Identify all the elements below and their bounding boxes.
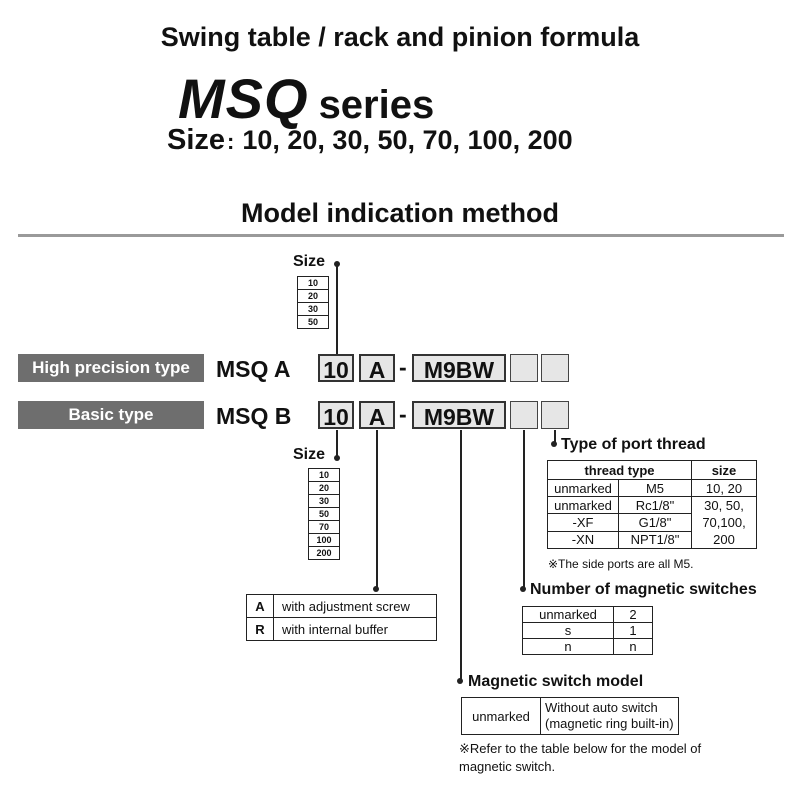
port-thread-table bbox=[547, 460, 757, 549]
basic-size-cell: 20 bbox=[309, 482, 340, 495]
size-top-connector bbox=[336, 264, 338, 356]
switch-model-desc-line2: (magnetic ring built-in) bbox=[545, 716, 674, 731]
thread-mark: -XF bbox=[548, 514, 619, 531]
thread-size: 30, 50, bbox=[704, 498, 744, 513]
table-row bbox=[247, 595, 437, 618]
basic-option-box: A bbox=[359, 401, 395, 429]
thread-value: M5 bbox=[619, 480, 692, 497]
table-row bbox=[523, 639, 653, 655]
size-line-colon: : bbox=[227, 129, 235, 154]
size-line-label: Size bbox=[167, 124, 226, 156]
series-heading bbox=[178, 66, 434, 131]
hp-size-cell: 10 bbox=[298, 277, 329, 290]
basic-port-thread-box bbox=[541, 401, 569, 429]
count-mark: n bbox=[523, 639, 614, 655]
size-bottom-connector bbox=[336, 430, 338, 458]
basic-type-label: Basic type bbox=[18, 401, 204, 429]
basic-size-cell: 70 bbox=[309, 521, 340, 534]
thread-mark: unmarked bbox=[548, 480, 619, 497]
switch-model-dot bbox=[457, 678, 463, 684]
port-thread-note: ※The side ports are all M5. bbox=[548, 557, 694, 571]
port-thread-label: Type of port thread bbox=[561, 436, 706, 453]
heading-divider bbox=[18, 234, 784, 237]
switch-model-desc-line1: Without auto switch bbox=[545, 700, 658, 715]
basic-size-cell: 50 bbox=[309, 508, 340, 521]
thread-mark: unmarked bbox=[548, 497, 619, 514]
hp-size-cell: 20 bbox=[298, 290, 329, 303]
count-mark: unmarked bbox=[523, 607, 614, 623]
thread-type-header: thread type bbox=[548, 461, 692, 480]
thread-mark: -XN bbox=[548, 531, 619, 548]
adjust-code: A bbox=[247, 595, 274, 618]
size-bottom-dot bbox=[334, 455, 340, 461]
thread-value: NPT1/8" bbox=[619, 531, 692, 548]
table-row bbox=[247, 618, 437, 641]
hp-dash: - bbox=[399, 354, 407, 380]
thread-size: 10, 20 bbox=[692, 480, 757, 497]
basic-switch-count-box bbox=[510, 401, 538, 429]
count-value: 1 bbox=[614, 623, 653, 639]
basic-size-cell: 100 bbox=[309, 534, 340, 547]
table-row bbox=[548, 461, 757, 480]
adjust-desc: with internal buffer bbox=[274, 618, 437, 641]
basic-size-cell: 30 bbox=[309, 495, 340, 508]
count-mark: s bbox=[523, 623, 614, 639]
option-dot bbox=[373, 586, 379, 592]
section-heading: Model indication method bbox=[241, 198, 559, 228]
hp-size-label: Size bbox=[293, 253, 326, 270]
switch-model-note bbox=[459, 740, 701, 776]
hp-switch-count-box bbox=[510, 354, 538, 382]
size-line bbox=[167, 124, 573, 157]
switch-count-label: Number of magnetic switches bbox=[530, 581, 757, 598]
adjust-desc: with adjustment screw bbox=[274, 595, 437, 618]
switch-count-connector bbox=[523, 430, 525, 590]
switch-count-dot bbox=[520, 586, 526, 592]
thread-size: 200 bbox=[713, 532, 735, 547]
basic-dash: - bbox=[399, 401, 407, 427]
series-word: series bbox=[318, 83, 435, 127]
hp-prefix: MSQ A bbox=[216, 356, 291, 382]
switch-model-label: Magnetic switch model bbox=[468, 673, 644, 690]
table-row bbox=[523, 623, 653, 639]
thread-size-group bbox=[692, 497, 757, 549]
hp-size-box: 10 bbox=[318, 354, 354, 382]
series-model: MSQ bbox=[178, 67, 309, 130]
option-connector bbox=[376, 430, 378, 590]
switch-model-note-line2: magnetic switch. bbox=[459, 759, 556, 774]
basic-size-label: Size bbox=[293, 446, 326, 463]
switch-model-connector bbox=[460, 430, 462, 680]
thread-value: G1/8" bbox=[619, 514, 692, 531]
hp-size-cell: 30 bbox=[298, 303, 329, 316]
hp-port-thread-box bbox=[541, 354, 569, 382]
switch-model-note-line1: ※Refer to the table below for the model of bbox=[459, 741, 702, 756]
table-row bbox=[548, 497, 757, 514]
size-header: size bbox=[692, 461, 757, 480]
high-precision-type-label: High precision type bbox=[18, 354, 204, 382]
adjust-code: R bbox=[247, 618, 274, 641]
hp-size-table bbox=[297, 276, 329, 329]
basic-size-box: 10 bbox=[318, 401, 354, 429]
basic-size-cell: 200 bbox=[309, 547, 340, 560]
table-row bbox=[523, 607, 653, 623]
table-row bbox=[548, 480, 757, 497]
port-thread-dot bbox=[551, 441, 557, 447]
switch-model-table bbox=[461, 697, 679, 735]
switch-model-mark: unmarked bbox=[462, 698, 541, 735]
count-value: n bbox=[614, 639, 653, 655]
hp-size-cell: 50 bbox=[298, 316, 329, 329]
size-line-values: 10, 20, 30, 50, 70, 100, 200 bbox=[242, 125, 573, 155]
hp-option-box: A bbox=[359, 354, 395, 382]
thread-value: Rc1/8" bbox=[619, 497, 692, 514]
page-title: Swing table / rack and pinion formula bbox=[160, 22, 640, 52]
count-value: 2 bbox=[614, 607, 653, 623]
switch-count-table bbox=[522, 606, 653, 655]
adjust-table bbox=[246, 594, 437, 641]
table-row bbox=[462, 698, 679, 735]
basic-size-table bbox=[308, 468, 340, 560]
hp-switch-box: M9BW bbox=[412, 354, 506, 382]
switch-model-desc bbox=[541, 698, 679, 735]
thread-size: 70,100, bbox=[702, 515, 746, 530]
basic-switch-box: M9BW bbox=[412, 401, 506, 429]
basic-size-cell: 10 bbox=[309, 469, 340, 482]
basic-prefix: MSQ B bbox=[216, 403, 292, 429]
